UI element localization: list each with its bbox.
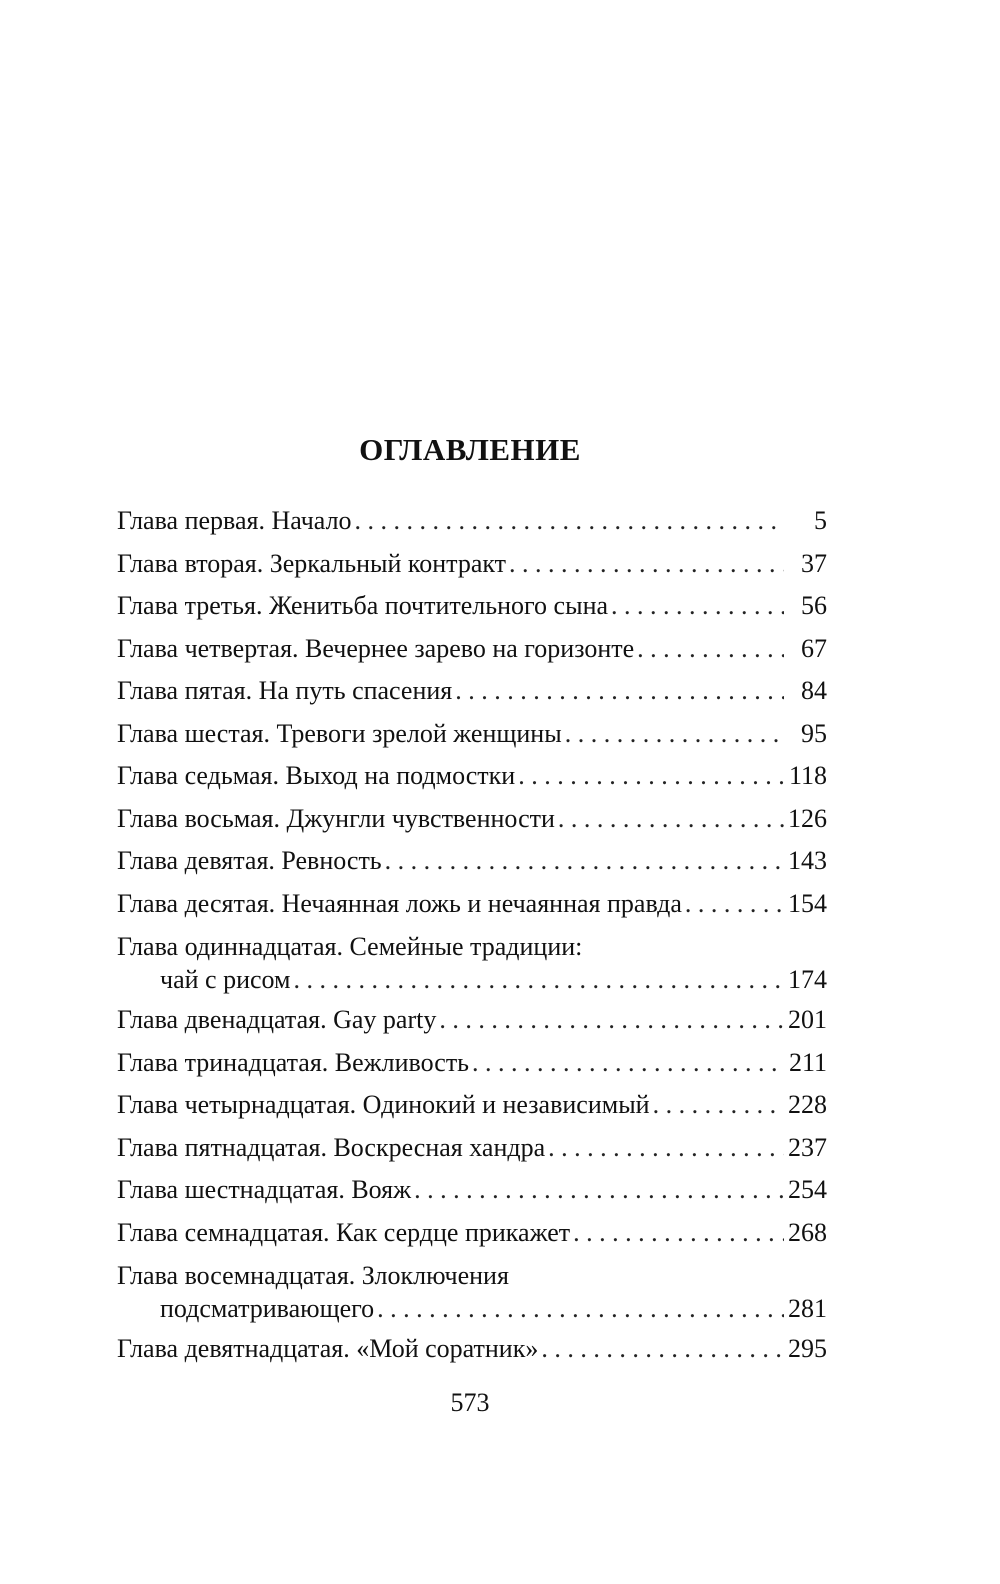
toc-page-number: 237 <box>788 1132 827 1162</box>
toc-entry-title: Глава тринадцатая. Вежливость <box>117 1047 470 1077</box>
toc-entry-19[interactable] <box>117 1328 827 1371</box>
toc-entry-8[interactable] <box>117 798 827 841</box>
toc-entry-title-continuation: подсматривающего <box>160 1294 375 1323</box>
dot-leader <box>558 798 784 841</box>
toc-entry-title: Глава пятнадцатая. Воскресная хандра <box>117 1132 546 1162</box>
dot-leader <box>653 1084 784 1127</box>
toc-heading: ОГЛАВЛЕНИЕ <box>359 432 581 467</box>
dot-leader <box>573 1212 784 1255</box>
toc-entry-title: Глава четырнадцатая. Одинокий и независимый <box>117 1090 650 1119</box>
toc-entry-title: Глава третья. Женитьба почтительного сына <box>117 591 609 620</box>
toc-entry-14[interactable] <box>117 1084 827 1127</box>
dot-leader <box>472 1042 784 1085</box>
toc-entry-7[interactable] <box>117 755 827 798</box>
toc-entry-title: Глава семнадцатая. Как сердце прикажет <box>117 1217 571 1247</box>
toc-entry-title: Глава двенадцатая. Gay party <box>117 1005 437 1034</box>
toc-entry-title: Глава восьмая. Джунгли чувственности <box>117 803 555 833</box>
toc-entry-title: Глава пятая. На путь спасения <box>117 676 453 705</box>
dot-leader <box>414 1169 784 1212</box>
toc-page-number: 174 <box>788 965 827 994</box>
toc-page-number: 295 <box>788 1334 827 1363</box>
toc-entry-17[interactable] <box>117 1212 827 1255</box>
toc-page-number: 118 <box>788 761 827 790</box>
toc-entry-11[interactable] <box>117 925 827 999</box>
toc-entry-10[interactable] <box>117 883 827 926</box>
toc-entry-title: Глава восемнадцатая. Злоключения <box>117 1261 509 1290</box>
toc-entry-4[interactable] <box>117 628 827 671</box>
toc-entry-title-continuation: чай с рисом <box>160 965 291 994</box>
dot-leader <box>565 713 784 756</box>
toc-entry-title: Глава седьмая. Выход на подмостки <box>117 761 516 790</box>
toc-page-number: 254 <box>788 1175 827 1204</box>
toc-page-number: 143 <box>788 846 827 875</box>
dot-leader <box>637 628 784 671</box>
dot-leader <box>455 670 784 713</box>
dot-leader <box>439 999 784 1042</box>
toc-entry-title: Глава шестая. Тревоги зрелой женщины <box>117 718 562 748</box>
toc-entry-16[interactable] <box>117 1169 827 1212</box>
toc-page-number: 268 <box>788 1217 827 1247</box>
toc-entry-15[interactable] <box>117 1127 827 1170</box>
toc-page-number: 126 <box>788 803 827 833</box>
toc-page-number: 5 <box>814 506 827 535</box>
toc-entry-title: Глава девятнадцатая. «Мой соратник» <box>117 1334 539 1363</box>
dot-leader <box>355 500 784 543</box>
toc-entry-title: Глава шестнадцатая. Вояж <box>117 1175 412 1204</box>
toc-entry-18[interactable] <box>117 1254 827 1328</box>
toc-list <box>117 500 827 1371</box>
dot-leader <box>509 543 784 586</box>
toc-entry-6[interactable] <box>117 713 827 756</box>
dot-leader <box>293 963 784 997</box>
toc-page-number: 228 <box>788 1090 827 1119</box>
toc-entry-title: Глава первая. Начало <box>117 506 352 535</box>
toc-entry-title: Глава десятая. Нечаянная ложь и нечаянная правда <box>117 888 682 918</box>
dot-leader <box>541 1328 784 1371</box>
toc-entry-2[interactable] <box>117 543 827 586</box>
toc-page-number: 56 <box>801 591 827 620</box>
toc-page-number: 211 <box>788 1047 827 1077</box>
toc-entry-title: Глава вторая. Зеркальный контракт <box>117 548 507 578</box>
toc-entry-9[interactable] <box>117 840 827 883</box>
dot-leader <box>548 1127 784 1170</box>
toc-page-number: 37 <box>801 548 827 578</box>
toc-entry-5[interactable] <box>117 670 827 713</box>
toc-entry-1[interactable] <box>117 500 827 543</box>
toc-page-number: 95 <box>801 718 827 748</box>
toc-page-number: 201 <box>788 1005 827 1034</box>
toc-page-number: 67 <box>801 633 827 663</box>
toc-entry-13[interactable] <box>117 1042 827 1085</box>
toc-entry-12[interactable] <box>117 999 827 1042</box>
dot-leader <box>611 585 784 628</box>
dot-leader <box>518 755 784 798</box>
toc-page-number: 84 <box>801 676 827 705</box>
toc-page-number: 154 <box>788 888 827 918</box>
dot-leader <box>685 883 784 926</box>
dot-leader <box>377 1292 784 1326</box>
toc-entry-title: Глава девятая. Ревность <box>117 846 382 875</box>
page-number-footer: 573 <box>450 1388 490 1417</box>
toc-entry-title: Глава одиннадцатая. Семейные традиции: <box>117 932 583 961</box>
toc-entry-title: Глава четвертая. Вечернее зарево на горизонте <box>117 633 635 663</box>
toc-page-number: 281 <box>788 1294 827 1323</box>
toc-entry-3[interactable] <box>117 585 827 628</box>
dot-leader <box>385 840 784 883</box>
